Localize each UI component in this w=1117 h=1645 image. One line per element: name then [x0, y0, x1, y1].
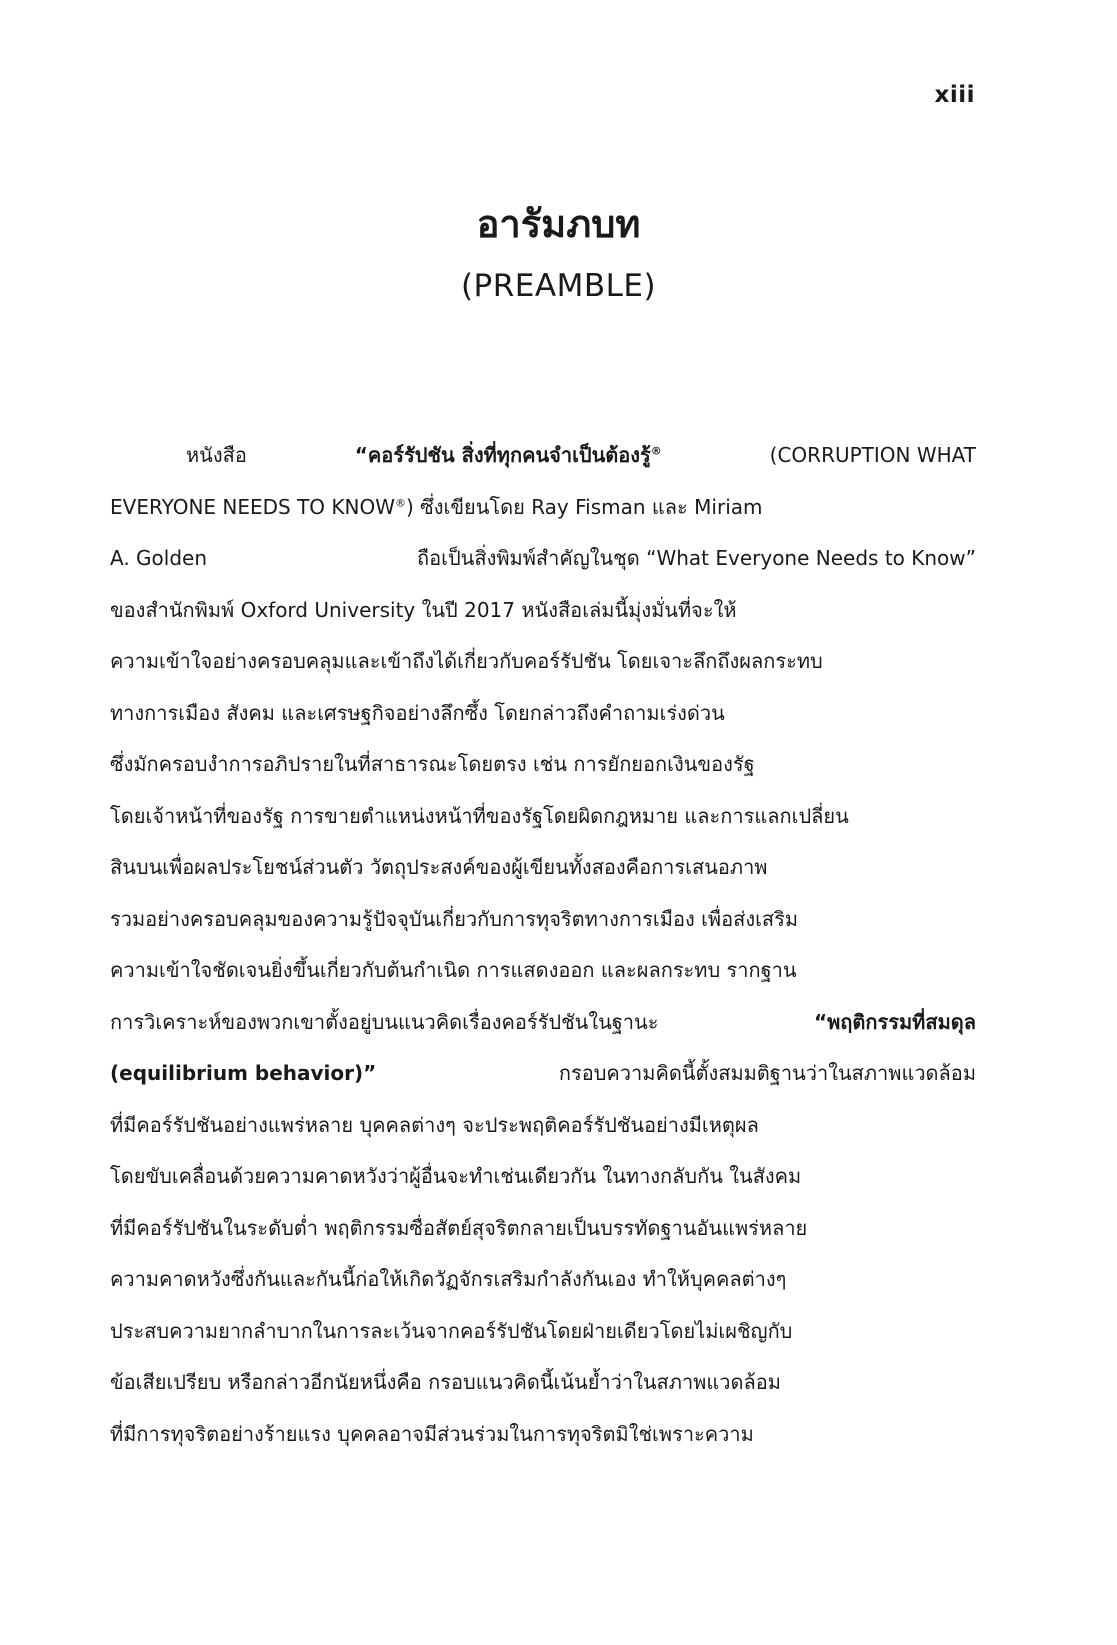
page-number: xiii	[934, 82, 975, 108]
text-segment: ความเข้าใจชัดเจนยิ่งขึ้นเกี่ยวกับต้นกำเนิด การแสดงออก และผลกระทบ รากฐาน	[110, 958, 797, 982]
text-line	[110, 997, 976, 1049]
text-segment: ข้อเสียเปรียบ หรือกล่าวอีกนัยหนึ่งคือ กรอบแนวคิดนี้เน้นย้ำว่าในสภาพแวดล้อม	[110, 1370, 781, 1394]
text-segment: ที่มีคอร์รัปชันอย่างแพร่หลาย บุคคลต่างๆ จะประพฤติคอร์รัปชันอย่างมีเหตุผล	[110, 1112, 759, 1137]
text-segment: ซึ่งมักครอบงำการอภิปรายในที่สาธารณะโดยตรง เช่น การยักยอกเงินของรัฐ	[110, 752, 755, 776]
text-line	[110, 636, 976, 688]
text-segment: ที่มีคอร์รัปชันในระดับต่ำ พฤติกรรมซื่อสัตย์สุจริตกลายเป็นบรรทัดฐานอันแพร่หลาย	[110, 1215, 808, 1240]
book-title-thai: “คอร์รัปชัน สิ่งที่ทุกคนจำเป็นต้องรู้®	[354, 443, 662, 467]
text-segment: หนังสือ	[186, 443, 247, 467]
text-line	[110, 739, 976, 791]
text-line	[110, 1357, 976, 1409]
text-segment: สินบนเพื่อผลประโยชน์ส่วนตัว วัตถุประสงค์ของผู้เขียนทั้งสองคือการเสนอภาพ	[110, 855, 768, 879]
body-paragraph	[110, 430, 976, 1460]
text-line	[110, 1151, 976, 1203]
text-line	[110, 1100, 976, 1152]
registered-mark: ®	[395, 495, 406, 509]
text-line	[110, 1203, 976, 1255]
emphasis-term: “พฤติกรรมที่สมดุล	[813, 1009, 976, 1034]
text-segment: รวมอย่างครอบคลุมของความรู้ปัจจุบันเกี่ยวกับการทุจริตทางการเมือง เพื่อส่งเสริม	[110, 906, 799, 931]
text-segment: ความเข้าใจอย่างครอบคลุมและเข้าถึงได้เกี่ยวกับคอร์รัปชัน โดยเจาะลึกถึงผลกระทบ	[110, 649, 823, 673]
text-segment: ที่มีการทุจริตอย่างร้ายแรง บุคคลอาจมีส่วนร่วมในการทุจริตมิใช่เพราะความ	[110, 1421, 754, 1446]
text-segment: โดยขับเคลื่อนด้วยความคาดหวังว่าผู้อื่นจะทำเช่นเดียวกัน ในทางกลับกัน ในสังคม	[110, 1164, 802, 1188]
text-segment: A. Golden	[110, 546, 208, 570]
book-title-english-cont: EVERYONE NEEDS TO KNOW®) ซึ่งเขียนโดย Ray Fisman และ Miriam	[110, 494, 763, 519]
text-segment: โดยเจ้าหน้าที่ของรัฐ การขายตำแหน่งหน้าที่ของรัฐโดยผิดกฎหมาย และการแลกเปลี่ยน	[110, 803, 849, 828]
chapter-title: อารัมภบท	[476, 202, 641, 246]
text-segment: ทางการเมือง สังคม และเศรษฐกิจอย่างลึกซึ้ง โดยกล่าวถึงคำถามเร่งด่วน	[110, 700, 725, 725]
text-line	[110, 791, 976, 843]
text-line	[110, 894, 976, 946]
emphasis-term-english: (equilibrium behavior)”	[110, 1061, 377, 1085]
text-segment: การวิเคราะห์ของพวกเขาตั้งอยู่บนแนวคิดเรื่องคอร์รัปชันในฐานะ	[110, 1009, 659, 1034]
text-line	[110, 482, 976, 534]
registered-mark: ®	[650, 444, 662, 458]
text-line	[110, 945, 976, 997]
text-segment: ความคาดหวังซึ่งกันและกันนี้ก่อให้เกิดวัฏจักรเสริมกำลังกันเอง ทำให้บุคคลต่างๆ	[110, 1267, 787, 1291]
text-line	[110, 1306, 976, 1358]
text-line	[110, 1254, 976, 1306]
text-line	[110, 430, 976, 482]
text-line	[110, 842, 976, 894]
book-title-english: (CORRUPTION WHAT	[769, 443, 976, 467]
text-line	[110, 585, 976, 637]
text-segment: กรอบความคิดนี้ตั้งสมมติฐานว่าในสภาพแวดล้อม	[558, 1061, 976, 1085]
chapter-subtitle: (PREAMBLE)	[460, 268, 657, 304]
text-segment: ถือเป็นสิ่งพิมพ์สำคัญในชุด “What Everyone Needs to Know”	[417, 546, 976, 570]
text-line	[110, 533, 976, 585]
text-segment: ของสำนักพิมพ์ Oxford University ในปี 2017 หนังสือเล่มนี้มุ่งมั่นที่จะให้	[110, 597, 737, 622]
text-segment: ประสบความยากลำบากในการละเว้นจากคอร์รัปชันโดยฝ่ายเดียวโดยไม่เผชิญกับ	[110, 1318, 793, 1343]
text-line	[110, 1409, 976, 1461]
text-line	[110, 1048, 976, 1100]
text-line	[110, 688, 976, 740]
